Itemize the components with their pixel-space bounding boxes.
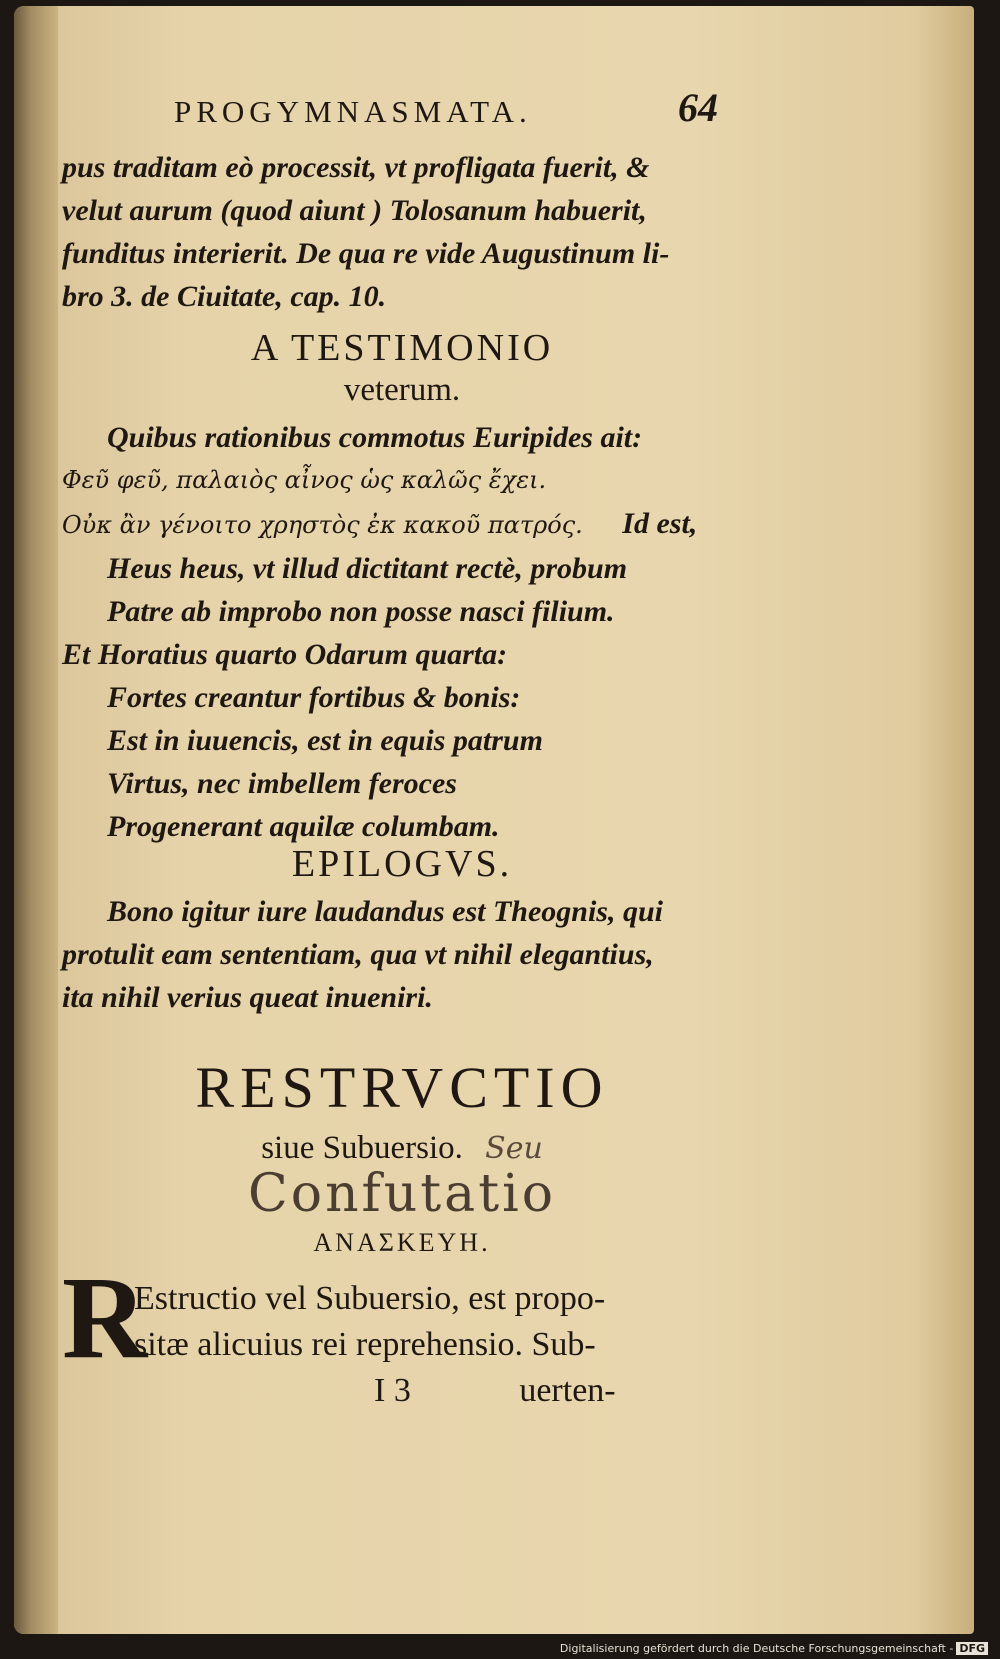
catchword: uerten- [519,1372,616,1409]
signature-line [134,1368,734,1414]
epilogus-heading: EPILOGVS. [291,843,513,885]
text-line: Estructio vel Subuersio, est propo- [134,1280,606,1317]
text-line: Bono igitur iure laudandus est Theognis, qui [107,895,663,928]
greek-chapter-title: ΑΝΑΣΚΕΥΗ. [313,1228,491,1257]
chapter-title: RESTRVCTIO [195,1055,609,1120]
section-subheading: veterum. [343,372,461,408]
greek-verse-text: Οὐκ ἂν γένοιτο χρηστὸς ἐκ κακοῦ πατρός. [62,511,583,539]
text-line: bro 3. de Ciuitate, cap. 10. [62,280,387,313]
horatius-intro: Et Horatius quarto Odarum quarta: [62,638,508,671]
verse-line: Progenerant aquilæ columbam. [107,810,500,843]
text-line: velut aurum (quod aiunt ) Tolosanum habuerit, [62,194,647,227]
id-est-label: Id est, [622,507,698,540]
testimonio-paragraph [62,416,742,848]
section-heading: A TESTIMONIO [250,327,554,369]
verse-line: Virtus, nec imbellem feroces [107,767,457,800]
folio-number: 64 [678,85,718,130]
greek-verse-line-with-id-est [62,502,742,547]
verse-line: Est in iuuencis, est in equis patrum [107,724,543,757]
drop-cap: R [62,1252,148,1383]
chapter-subtitle-line [62,1130,742,1167]
text-line: funditus interierit. De qua re vide Augustinum li- [62,237,670,270]
dfg-logo: DFG [956,1642,988,1655]
text-line: protulit eam sententiam, qua vt nihil elegantius, [62,938,654,971]
text-line: ita nihil verius queat inueniri. [62,981,433,1014]
epilogus-paragraph [62,890,742,1019]
handwritten-seu: Seu [485,1131,543,1166]
chapter-paragraph [134,1276,734,1414]
verse-line: Fortes creantur fortibus & bonis: [107,681,521,714]
text-line: pus traditam eò processit, vt profligata fuerit, & [62,151,650,184]
greek-verse-line: Φεῦ φεῦ, παλαιὸς αἶνος ὡς καλῶς ἔχει. [62,466,547,494]
text-line: Quibus rationibus commotus Euripides ait: [107,421,643,454]
footer-credit [560,1642,988,1655]
handwritten-confutatio: Confutatio [247,1164,557,1224]
translation-line: Heus heus, vt illud dictitant rectè, probum [107,552,628,585]
page-gutter [14,6,58,1634]
paragraph-1 [62,146,742,318]
running-head: PROGYMNASMATA. [174,94,532,129]
translation-line: Patre ab improbo non posse nasci filium. [107,595,615,628]
chapter-subtitle: siue Subuersio. [261,1130,463,1166]
book-page [14,6,974,1634]
signature-mark: I 3 [374,1372,411,1409]
text-line: sitæ alicuius rei reprehensio. Sub- [134,1326,596,1363]
footer-text: Digitalisierung gefördert durch die Deutsche Forschungsgemeinschaft - [559,1642,954,1655]
